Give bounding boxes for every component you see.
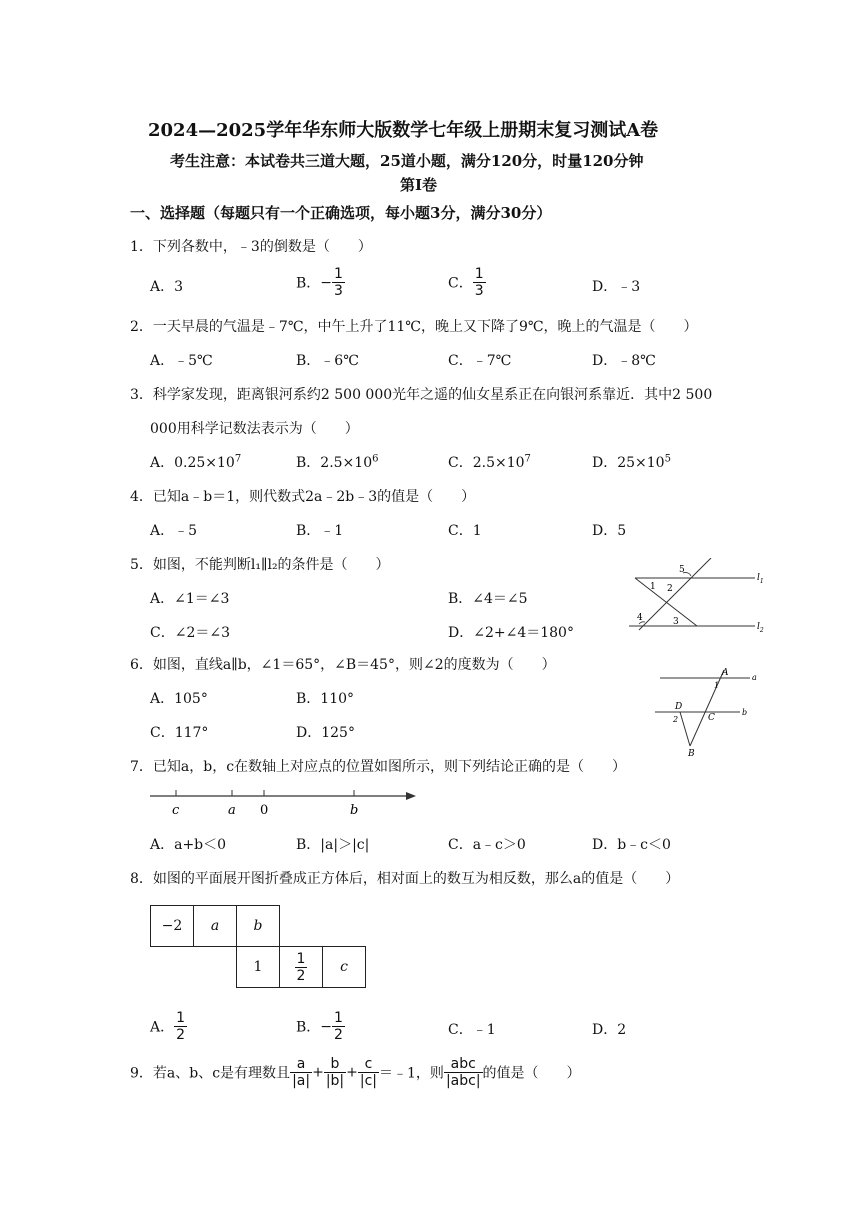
q3-option-d-text: D．25×10	[592, 455, 665, 471]
fraction-denominator: |b|	[325, 1073, 345, 1089]
fraction-denominator: 2	[176, 1027, 186, 1043]
q3-option-a[interactable]	[150, 452, 241, 472]
fraction	[473, 266, 486, 299]
exponent: 6	[372, 453, 379, 465]
parallel-lines-figure	[625, 558, 770, 640]
q2-option-d[interactable]: D．﹣8℃	[592, 353, 656, 369]
q9-stem-mid: ＝﹣1，则	[379, 1065, 444, 1082]
q9-stem-prefix: 9．若a、b、c是有理数且	[130, 1065, 291, 1082]
fraction	[332, 1010, 345, 1043]
angle-5-label: 5	[679, 565, 685, 575]
plus-sign: +	[312, 1064, 324, 1081]
question-7-stem: 7．已知a，b，c在数轴上对应点的位置如图所示，则下列结论正确的是（ ）	[130, 759, 627, 775]
fraction	[174, 1010, 187, 1043]
question-3-stem-cont: 000用科学记数法表示为（ ）	[150, 421, 359, 437]
q4-option-d[interactable]: D．5	[592, 523, 627, 539]
question-3-stem: 3．科学家发现，距离银河系约2 500 000光年之遥的仙女星系正在向银河系靠近．其中2 500	[130, 387, 713, 403]
point-a-label: a	[228, 803, 236, 818]
net-empty	[323, 906, 366, 947]
plus-sign: +	[346, 1064, 358, 1081]
q2-option-c[interactable]: C．﹣7℃	[448, 353, 512, 369]
net-cell-b: b	[237, 906, 280, 947]
fraction-denominator: 3	[474, 283, 484, 299]
fraction	[290, 1056, 312, 1089]
q1-option-c-prefix: C．	[448, 275, 473, 292]
number-line-figure	[146, 786, 426, 820]
question-8-stem: 8．如图的平面展开图折叠成正方体后，相对面上的数互为相反数，那么a的值是（ ）	[130, 871, 680, 887]
exam-notice: 考生注意：本试卷共三道大题，25道小题，满分120分，时量120分钟	[170, 152, 644, 170]
fraction-denominator: |abc|	[445, 1073, 481, 1089]
q5-option-d[interactable]: D．∠2+∠4＝180°	[448, 625, 574, 641]
line-l1-subscript: 1	[759, 578, 764, 585]
question-2-stem: 2．一天早晨的气温是﹣7℃，中午上升了11℃，晚上又下降了9℃，晚上的气温是（ ）	[130, 319, 698, 335]
line-l1-letter: l	[757, 573, 760, 583]
q7-option-d[interactable]: D．b﹣c＜0	[592, 837, 671, 853]
section-heading: 一、选择题（每题只有一个正确选项，每小题3分，满分30分）	[130, 204, 552, 222]
point-b-label: B	[688, 749, 695, 758]
q7-option-b[interactable]: B．|a|＞|c|	[296, 837, 370, 853]
fraction	[358, 1056, 379, 1089]
exam-title: 2024—2025学年华东师大版数学七年级上册期末复习测试A卷	[148, 120, 659, 141]
q3-option-a-text: A．0.25×10	[150, 455, 235, 471]
q7-option-a[interactable]: A．a+b＜0	[150, 837, 227, 853]
q6-option-b[interactable]: B．110°	[296, 691, 355, 707]
fraction-numerator: b	[324, 1056, 346, 1073]
line-a-label: a	[752, 673, 757, 682]
line-l2-letter: l	[757, 622, 760, 632]
net-empty	[280, 906, 323, 947]
q8-option-d[interactable]: D．2	[592, 1022, 627, 1038]
q5-option-a[interactable]: A．∠1＝∠3	[150, 591, 230, 607]
net-empty	[151, 947, 194, 988]
fraction-denominator: 2	[296, 967, 306, 984]
fraction-numerator: abc	[444, 1056, 483, 1073]
line-l1-label	[757, 573, 764, 585]
volume-label: 第Ⅰ卷	[400, 176, 438, 194]
exponent: 5	[664, 453, 671, 465]
question-4-stem: 4．已知a﹣b＝1，则代数式2a﹣2b﹣3的值是（ ）	[130, 489, 476, 505]
fraction-numerator: 1	[334, 266, 343, 282]
origin-label: 0	[260, 803, 269, 818]
q8-option-b-prefix: B．	[296, 1019, 321, 1036]
q3-option-b[interactable]	[296, 452, 378, 472]
point-d-label: D	[675, 702, 683, 712]
q4-option-c[interactable]: C．1	[448, 523, 482, 539]
question-5-stem: 5．如图，不能判断l₁∥l₂的条件是（ ）	[130, 557, 390, 573]
fraction-numerator: 1	[296, 950, 306, 967]
q1-option-b-prefix: B．	[296, 275, 321, 292]
q9-stem-suffix: 的值是（ ）	[482, 1065, 581, 1082]
fraction-numerator: 1	[474, 266, 484, 282]
minus-sign: −	[320, 1018, 333, 1035]
net-cell-neg2: −2	[151, 906, 194, 947]
q1-option-b[interactable]	[296, 266, 345, 299]
fraction-numerator: 1	[334, 1010, 343, 1026]
fraction	[332, 266, 345, 299]
net-cell-1: 1	[237, 947, 280, 988]
fraction-numerator: c	[358, 1056, 379, 1073]
fraction-denominator: |a|	[292, 1073, 311, 1089]
fraction-denominator: 2	[334, 1027, 343, 1043]
fraction-numerator: 1	[176, 1010, 186, 1026]
point-c-label: c	[172, 803, 180, 818]
minus-sign: −	[320, 274, 333, 291]
q4-option-b[interactable]: B．﹣1	[296, 523, 344, 539]
point-a-label: A	[722, 668, 729, 678]
q8-option-a-prefix: A．	[150, 1019, 175, 1036]
angle-4-label: 4	[637, 613, 643, 623]
q4-option-a[interactable]: A．﹣5	[150, 523, 198, 539]
line-b-label: b	[742, 708, 748, 717]
q3-option-b-text: B．2.5×10	[296, 455, 373, 471]
angle-3-label: 3	[673, 617, 679, 627]
fraction	[295, 951, 308, 984]
q6-option-d[interactable]: D．125°	[296, 725, 355, 741]
fraction-numerator: a	[290, 1056, 312, 1073]
q1-option-d[interactable]: D．﹣3	[592, 279, 641, 295]
net-cell-half	[280, 947, 323, 988]
q6-option-a[interactable]: A．105°	[150, 691, 208, 707]
q5-option-c[interactable]: C．∠2＝∠3	[150, 625, 230, 641]
point-c-label: C	[708, 713, 715, 723]
net-cell-a: a	[194, 906, 237, 947]
q1-option-c[interactable]	[448, 266, 486, 299]
q3-option-c-text: C．2.5×10	[448, 455, 525, 471]
question-6-stem: 6．如图，直线a∥b，∠1＝65°，∠B＝45°，则∠2的度数为（ ）	[130, 657, 556, 673]
q8-option-b[interactable]	[296, 1010, 345, 1043]
angle-2-label: 2	[673, 715, 679, 724]
q8-option-a[interactable]	[150, 1010, 187, 1043]
angle-1-label: 1	[650, 582, 656, 592]
line-l2-subscript: 2	[759, 627, 764, 634]
exponent: 7	[524, 453, 531, 465]
line-l2-label	[757, 622, 764, 634]
angle-1-label: 1	[714, 681, 720, 690]
net-cell-c: c	[323, 947, 366, 988]
fraction-denominator: 3	[334, 283, 343, 299]
q8-option-c[interactable]: C．﹣1	[448, 1022, 496, 1038]
exponent: 7	[234, 453, 242, 465]
net-empty	[194, 947, 237, 988]
fraction	[444, 1056, 483, 1089]
q7-option-c[interactable]: C．a﹣c＞0	[448, 837, 526, 853]
fraction-denominator: |c|	[359, 1073, 378, 1089]
q6-option-c[interactable]: C．117°	[150, 725, 209, 741]
q3-option-c[interactable]	[448, 452, 531, 472]
question-1-stem: 1．下列各数中，﹣3的倒数是（ ）	[130, 239, 372, 255]
cube-net-figure	[150, 905, 366, 988]
q1-option-a[interactable]: A．3	[150, 279, 184, 295]
point-b-label: b	[350, 803, 359, 818]
q5-option-b[interactable]: B．∠4＝∠5	[448, 591, 528, 607]
question-9-stem	[130, 1056, 581, 1089]
q2-option-b[interactable]: B．﹣6℃	[296, 353, 359, 369]
triangle-parallel-figure	[650, 666, 760, 758]
q3-option-d[interactable]	[592, 452, 671, 472]
fraction	[324, 1056, 346, 1089]
q2-option-a[interactable]: A．﹣5℃	[150, 353, 213, 369]
angle-2-label: 2	[667, 584, 673, 594]
